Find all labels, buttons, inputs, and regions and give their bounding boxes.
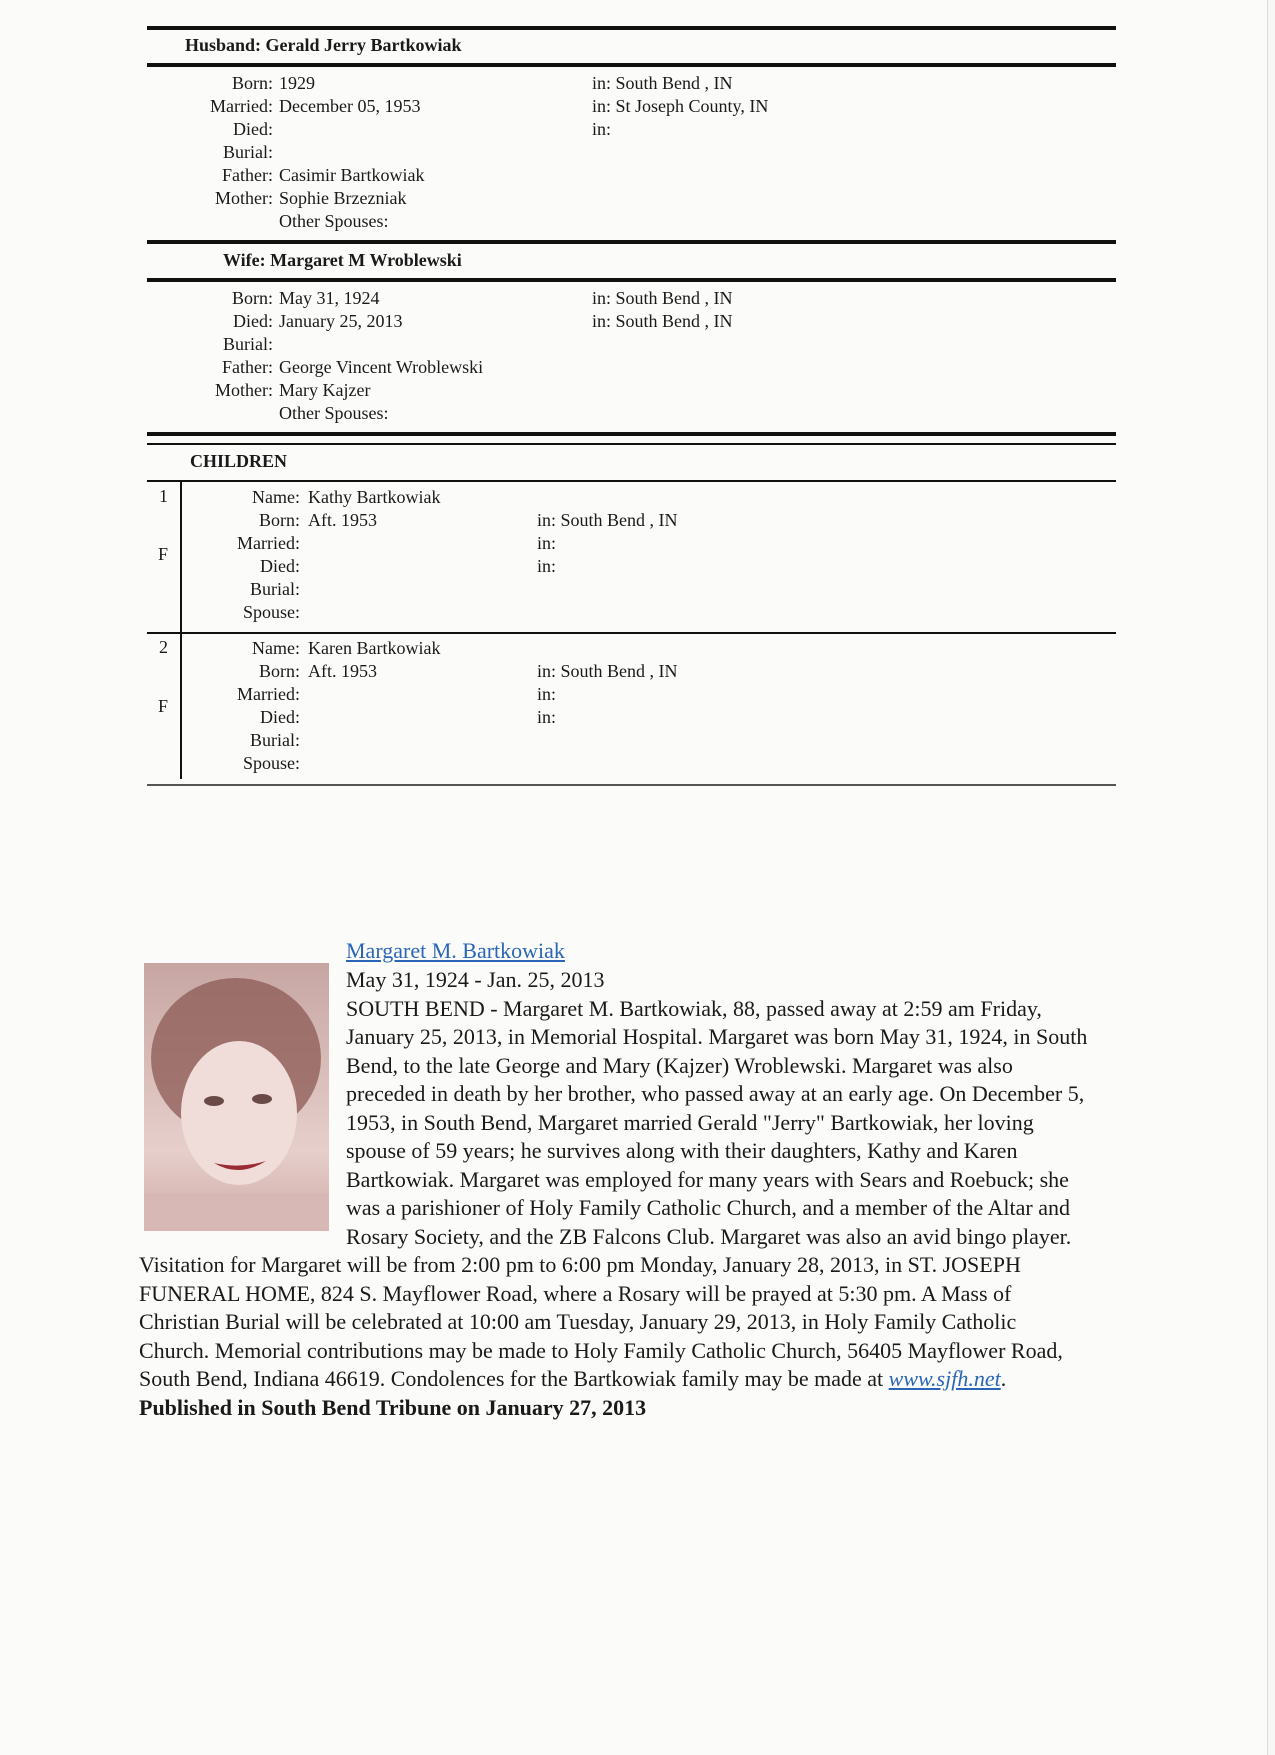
born-value: May 31, 1924 [279, 288, 380, 308]
divider [147, 63, 1116, 67]
married-place: in: [537, 533, 557, 553]
born-value: Aft. 1953 [308, 661, 377, 681]
burial-label: Burial: [250, 730, 300, 750]
died-label: Died: [260, 707, 300, 727]
child-number: 2 [159, 637, 168, 657]
name-value: Kathy Bartkowiak [308, 487, 441, 507]
divider [147, 240, 1116, 244]
husband-header [185, 35, 462, 56]
married-value: December 05, 1953 [279, 96, 421, 116]
other-spouses-label: Other Spouses: [279, 403, 389, 423]
born-place: in: South Bend , IN [592, 288, 733, 308]
died-place: in: [592, 119, 612, 139]
name-value: Karen Bartkowiak [308, 638, 441, 658]
obituary-body: SOUTH BEND - Margaret M. Bartkowiak, 88, passed away at 2:59 am Friday, January 25, 2013, in Memorial Hospital. Margaret was born May 31, 1924, in South Bend, to the late George and Mary (Kajzer) Wroblewski. Margaret was also preceded in death by her brother, who passed away at an early age. On December 5, 1953, in South Bend, Margaret married Gerald "Jerry" Bartkowiak, her loving spouse of 59 years; he survives along with their daughters, Kathy and Karen Bartkowiak. Margaret was employed for many years with Sears and Roebuck; she was a parishioner of Holy Family Catholic Church, and a member of the Altar and Rosary Society, and the ZB Falcons Club. Margaret was also an avid bingo player. Visitation for Margaret will be from 2:00 pm to 6:00 pm Monday, January 28, 2013, in ST. JOSEPH FUNERAL HOME, 824 S. Mayflower Road, where a Rosary will be prayed at 5:30 pm. A Mass of Christian Burial will be celebrated at 10:00 am Tuesday, January 29, 2013, in Holy Family Catholic Church. Memorial contributions may be made to Holy Family Catholic Church, 56405 Mayflower Road, South Bend, Indiana 46619. Condolences for the Bartkowiak family may be made at [139, 995, 1088, 1391]
born-place: in: South Bend , IN [592, 73, 733, 93]
born-label: Born: [258, 661, 300, 681]
born-place: in: South Bend , IN [537, 661, 678, 681]
married-place: in: [537, 684, 557, 704]
obituary-name-link[interactable]: Margaret M. Bartkowiak [346, 938, 565, 963]
wife-header [223, 250, 462, 271]
father-value: George Vincent Wroblewski [279, 357, 484, 377]
husband-name: Gerald Jerry Bartkowiak [265, 35, 462, 55]
wife-name: Margaret M Wroblewski [270, 250, 462, 270]
mother-value: Sophie Brzezniak [279, 188, 407, 208]
mother-label: Mother: [215, 188, 273, 208]
divider [147, 443, 1116, 445]
born-label: Born: [258, 510, 300, 530]
married-place: in: St Joseph County, IN [592, 96, 769, 116]
died-value: January 25, 2013 [279, 311, 403, 331]
obituary-dates: May 31, 1924 - Jan. 25, 2013 [346, 967, 605, 992]
funeral-home-website-link[interactable]: www.sjfh.net [888, 1366, 1001, 1391]
died-label: Died: [260, 556, 300, 576]
father-label: Father: [222, 165, 273, 185]
burial-label: Burial: [250, 579, 300, 599]
father-label: Father: [222, 357, 273, 377]
obituary-text [139, 966, 1089, 1422]
child-sex: F [158, 696, 169, 716]
child-number: 1 [159, 486, 168, 506]
father-value: Casimir Bartkowiak [279, 165, 425, 185]
died-place: in: [537, 707, 557, 727]
born-value: Aft. 1953 [308, 510, 377, 530]
other-spouses-label: Other Spouses: [279, 211, 389, 231]
divider [147, 632, 1116, 634]
publication-line: Published in South Bend Tribune on January 27, 2013 [139, 1394, 647, 1420]
died-place: in: South Bend , IN [592, 311, 733, 331]
children-header: CHILDREN [190, 451, 288, 471]
married-label: Married: [210, 96, 273, 116]
divider [147, 784, 1116, 786]
wife-label: Wife: [223, 250, 266, 270]
spouse-label: Spouse: [242, 753, 300, 773]
died-place: in: [537, 556, 557, 576]
mother-label: Mother: [215, 380, 273, 400]
husband-label: Husband: [185, 35, 262, 55]
died-label: Died: [233, 311, 273, 331]
married-label: Married: [237, 684, 300, 704]
name-label: Name: [252, 638, 300, 658]
photo-spacer [139, 966, 346, 1248]
divider [147, 278, 1116, 282]
burial-label: Burial: [223, 142, 273, 162]
born-place: in: South Bend , IN [537, 510, 678, 530]
burial-label: Burial: [223, 334, 273, 354]
obituary-period: . [1000, 1366, 1007, 1391]
divider [147, 480, 1116, 482]
born-label: Born: [231, 288, 273, 308]
divider [147, 26, 1116, 30]
divider [147, 432, 1116, 436]
spouse-label: Spouse: [242, 602, 300, 622]
married-label: Married: [237, 533, 300, 553]
mother-value: Mary Kajzer [279, 380, 371, 400]
died-label: Died: [233, 119, 273, 139]
born-label: Born: [231, 73, 273, 93]
child-sex: F [158, 544, 169, 564]
name-label: Name: [252, 487, 300, 507]
born-value: 1929 [279, 73, 315, 93]
